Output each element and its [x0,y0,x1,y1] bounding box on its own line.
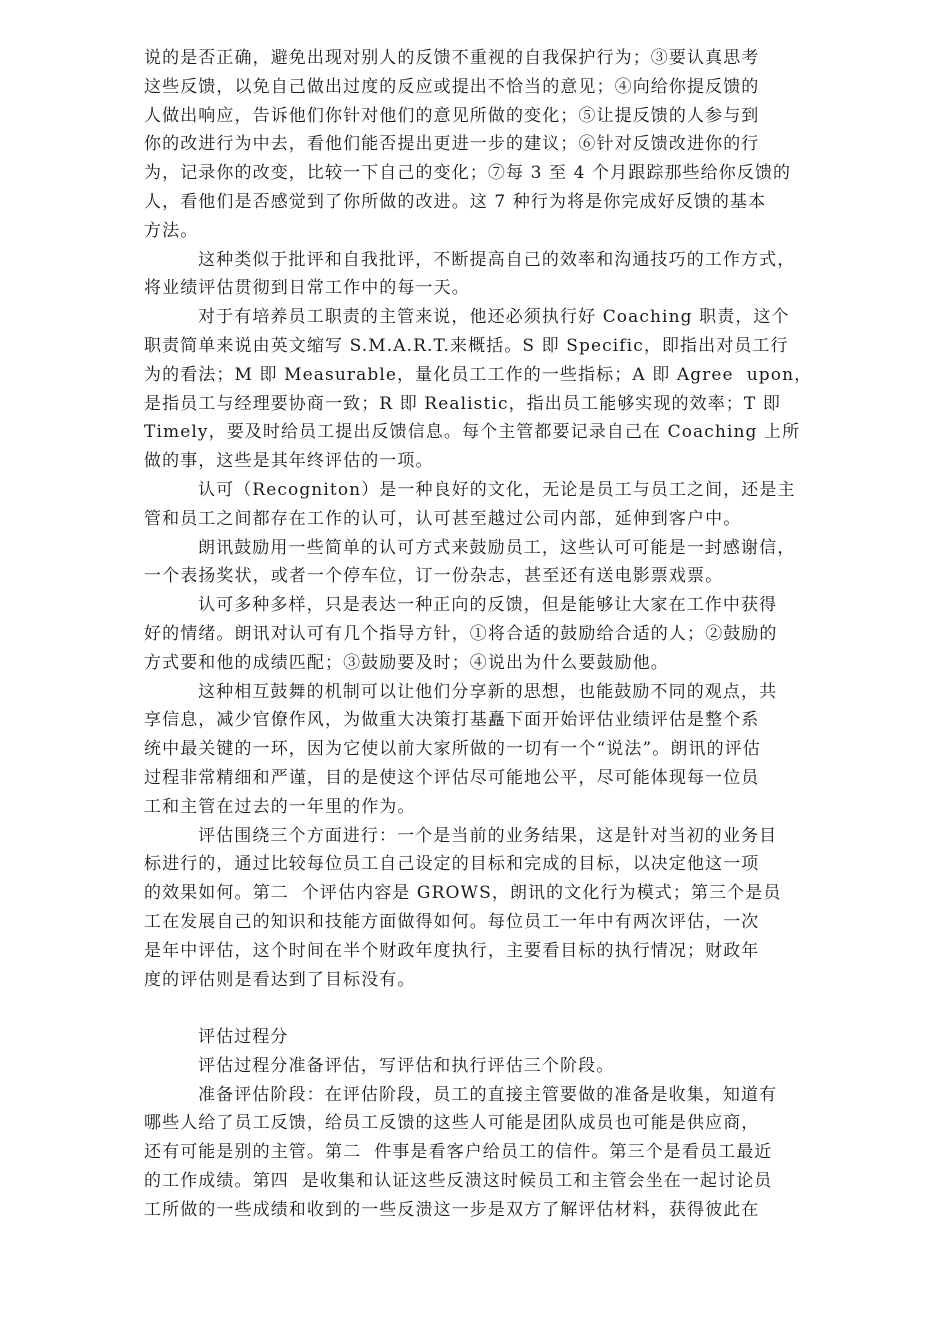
blank-line [144,994,894,1023]
text-line: 职责简单来说由英文缩写 S.M.A.R.T.来概括。S 即 Specific，即指出对员工行 [144,335,789,356]
text-line: 好的情绪。朗讯对认可有几个指导方针，①将合适的鼓励给合适的人；②鼓励的 [144,623,778,644]
text-line: 为的看法；M 即 Measurable，量化员工工作的一些指标；A 即 Agree upon， [144,364,813,385]
paragraph-p11 [144,1081,894,1225]
paragraph-p7 [144,678,894,822]
text-line: 人做出响应，告诉他们你针对他们的意见所做的变化；⑤让提反馈的人参与到 [144,105,760,126]
text-line: 一个表扬奖状，或者一个停车位，订一份杂志，甚至还有送电影票戏票。 [144,566,724,587]
text-line: Timely，要及时给员工提出反馈信息。每个主管都要记录自己在 Coaching 上所 [144,422,801,443]
text-line: 方式要和他的成绩匹配；③鼓励要及时；④说出为什么要鼓励他。 [144,652,669,673]
text-line: 是指员工与经理要协商一致；R 即 Realistic，指出员工能够实现的效率；T 即 [144,393,781,414]
text-line: 准备评估阶段：在评估阶段，员工的直接主管要做的准备是收集，知道有 [198,1084,778,1105]
paragraph-p6 [144,591,894,677]
text-line: 评估过程分准备评估，写评估和执行评估三个阶段。 [198,1055,615,1076]
text-line: 标进行的，通过比较每位员工自己设定的目标和完成的目标，以决定他这一项 [144,854,760,875]
text-line: 评估过程分 [198,1027,289,1048]
paragraph-p5 [144,534,894,592]
text-line: 将业绩评估贯彻到日常工作中的每一天。 [144,278,470,299]
text-line: 说的是否正确，避免出现对别人的反馈不重视的自我保护行为；③要认真思考 [144,48,760,68]
paragraph-p9 [144,1023,894,1052]
text-line: 工和主管在过去的一年里的作为。 [144,796,416,817]
text-line: 过程非常精细和严谨，目的是使这个评估尽可能地公平，尽可能体现每一位员 [144,767,760,788]
text-line: 工在发展自己的知识和技能方面做得如何。每位员工一年中有两次评估，一次 [144,911,760,932]
text-line: 是年中评估，这个时间在半个财政年度执行，主要看目标的执行情况；财政年 [144,940,760,961]
text-line: 这种相互鼓舞的机制可以让他们分享新的思想，也能鼓励不同的观点，共 [198,681,778,702]
text-line: 的工作成绩。第四 是收集和认证这些反溃这时候员工和主管会坐在一起讨论员 [144,1171,773,1192]
text-line: 认可多种多样，只是表达一种正向的反馈，但是能够让大家在工作中获得 [198,595,778,616]
text-line: 对于有培养员工职责的主管来说，他还必须执行好 Coaching 职责，这个 [198,307,790,328]
text-line: 统中最关键的一环，因为它使以前大家所做的一切有一个“说法”。朗讯的评估 [144,739,761,760]
text-line: 认可（Recogniton）是一种良好的文化，无论是员工与员工之间，还是主 [198,479,796,500]
text-line: 工所做的一些成绩和收到的一些反溃这一步是双方了解评估材料，获得彼此在 [144,1199,760,1220]
text-line: 做的事，这些是其年终评估的一项。 [144,451,434,472]
text-line: 这些反馈，以免自己做出过度的反应或提出不恰当的意见；④向给你提反馈的 [144,76,760,97]
paragraph-p10 [144,1052,894,1081]
text-line: 哪些人给了员工反馈，给员工反馈的这些人可能是团队成员也可能是供应商， [144,1113,760,1134]
paragraph-p2 [144,246,894,304]
text-line: 人，看他们是否感觉到了你所做的改进。这 7 种行为将是你完成好反馈的基本 [144,191,767,212]
paragraph-p4 [144,476,894,534]
text-line: 管和员工之间都存在工作的认可，认可甚至越过公司内部，延伸到客户中。 [144,508,742,529]
text-line: 度的评估则是看达到了目标没有。 [144,969,416,990]
paragraph-p3 [144,303,894,476]
paragraph-p8 [144,822,894,995]
text-line: 评估围绕三个方面进行：一个是当前的业务结果，这是针对当初的业务目 [198,825,778,846]
text-line: 还有可能是别的主管。第二 件事是看客户给员工的信件。第三个是看员工最近 [144,1142,773,1163]
text-line: 你的改进行为中去，看他们能否提出更进一步的建议；⑥针对反馈改进你的行 [144,134,760,155]
text-line: 为，记录你的改变，比较一下自己的变化；⑦每 3 至 4 个月跟踪那些给你反馈的 [144,163,792,184]
text-line: 朗讯鼓励用一些简单的认可方式来鼓励员工，这些认可可能是一封感谢信， [198,537,796,558]
text-line: 这种类似于批评和自我批评，不断提高自己的效率和沟通技巧的工作方式， [198,249,796,270]
document-page [144,44,894,1225]
text-line: 享信息，减少官僚作风，为做重大决策打基矗下面开始评估业绩评估是整个系 [144,710,760,731]
paragraph-p1 [144,44,894,246]
text-line: 的效果如何。第二 个评估内容是 GROWS，朗讯的文化行为模式；第三个是员 [144,883,782,904]
text-line: 方法。 [144,220,199,241]
